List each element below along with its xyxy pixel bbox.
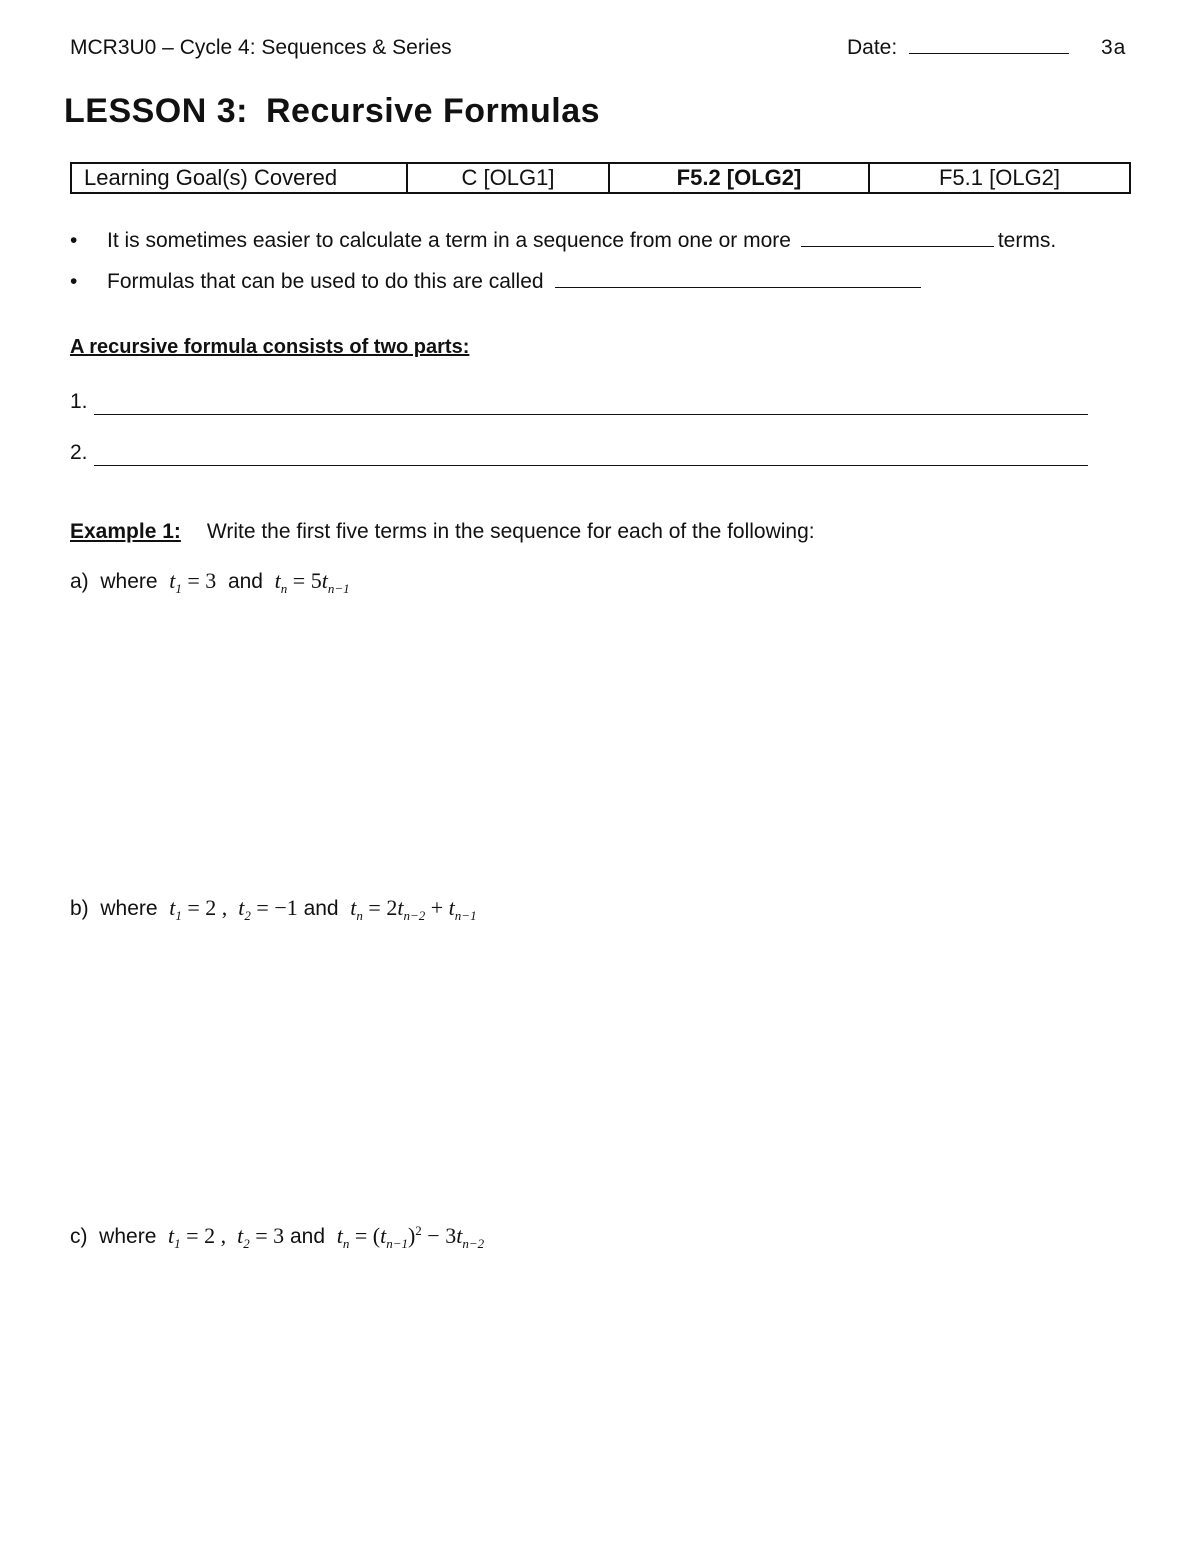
bullet-item (70, 270, 921, 294)
answer-blank[interactable] (94, 465, 1088, 466)
item-number: 2. (70, 441, 88, 464)
formula-initial: $t_1 = 2$ , $t_2 = -1$ (169, 895, 298, 923)
bullet-text: It is sometimes easier to calculate a term in a sequence from one or more (107, 229, 791, 252)
item-number: 1. (70, 390, 88, 413)
formula-recursive: $t_n = 2t_{n-2} + t_{n-1}$ (350, 895, 477, 923)
example-heading (70, 520, 815, 544)
formula-recursive: $t_n = (t_{n-1})^2 - 3t_{n-2}$ (336, 1223, 485, 1251)
bullet-item (70, 229, 1056, 253)
part-label: b) (70, 897, 89, 920)
lesson-number: LESSON 3: (64, 92, 248, 130)
date-field (847, 36, 1069, 60)
bullet-dot-icon: • (70, 270, 78, 293)
bullet-text: terms. (997, 229, 1057, 252)
date-label: Date: (847, 36, 898, 59)
formula-initial: $t_1 = 2$ , $t_2 = 3$ (168, 1223, 285, 1251)
learning-goals-table (70, 162, 1131, 194)
and-word: and (303, 897, 339, 920)
page-number: 3a (1101, 36, 1127, 59)
example-instruction: Write the first five terms in the sequence for each of the following: (206, 520, 815, 543)
and-word: and (289, 1225, 326, 1248)
section-heading: A recursive formula consists of two parts: (70, 336, 470, 358)
fill-in-blank[interactable] (555, 287, 921, 288)
goal-cell: F5.1 [OLG2] (869, 163, 1130, 193)
part-label: c) (70, 1225, 88, 1248)
date-blank[interactable] (909, 53, 1069, 54)
where-word: where (99, 1225, 157, 1248)
goal-cell: C [OLG1] (407, 163, 609, 193)
answer-line-1 (70, 390, 88, 414)
part-label: a) (70, 570, 89, 593)
goal-cell-highlighted: F5.2 [OLG2] (609, 163, 869, 193)
answer-blank[interactable] (94, 414, 1088, 415)
part-a (70, 568, 350, 597)
example-label: Example 1: (70, 520, 181, 543)
part-b (70, 895, 477, 924)
and-word: and (227, 570, 263, 593)
bullet-text: Formulas that can be used to do this are called (107, 270, 544, 293)
bullet-dot-icon: • (70, 229, 78, 252)
course-title: MCR3U0 – Cycle 4: Sequences & Series (70, 36, 452, 59)
where-word: where (100, 897, 158, 920)
formula-recursive: $t_n = 5t_{n-1}$ (274, 568, 350, 596)
lesson-topic: Recursive Formulas (265, 92, 601, 130)
fill-in-blank[interactable] (801, 246, 994, 247)
answer-line-2 (70, 441, 88, 465)
learning-goals-label: Learning Goal(s) Covered (71, 163, 407, 193)
where-word: where (100, 570, 158, 593)
part-c (70, 1223, 484, 1252)
formula-initial: $t_1 = 3$ (169, 568, 217, 596)
lesson-title (64, 92, 600, 131)
